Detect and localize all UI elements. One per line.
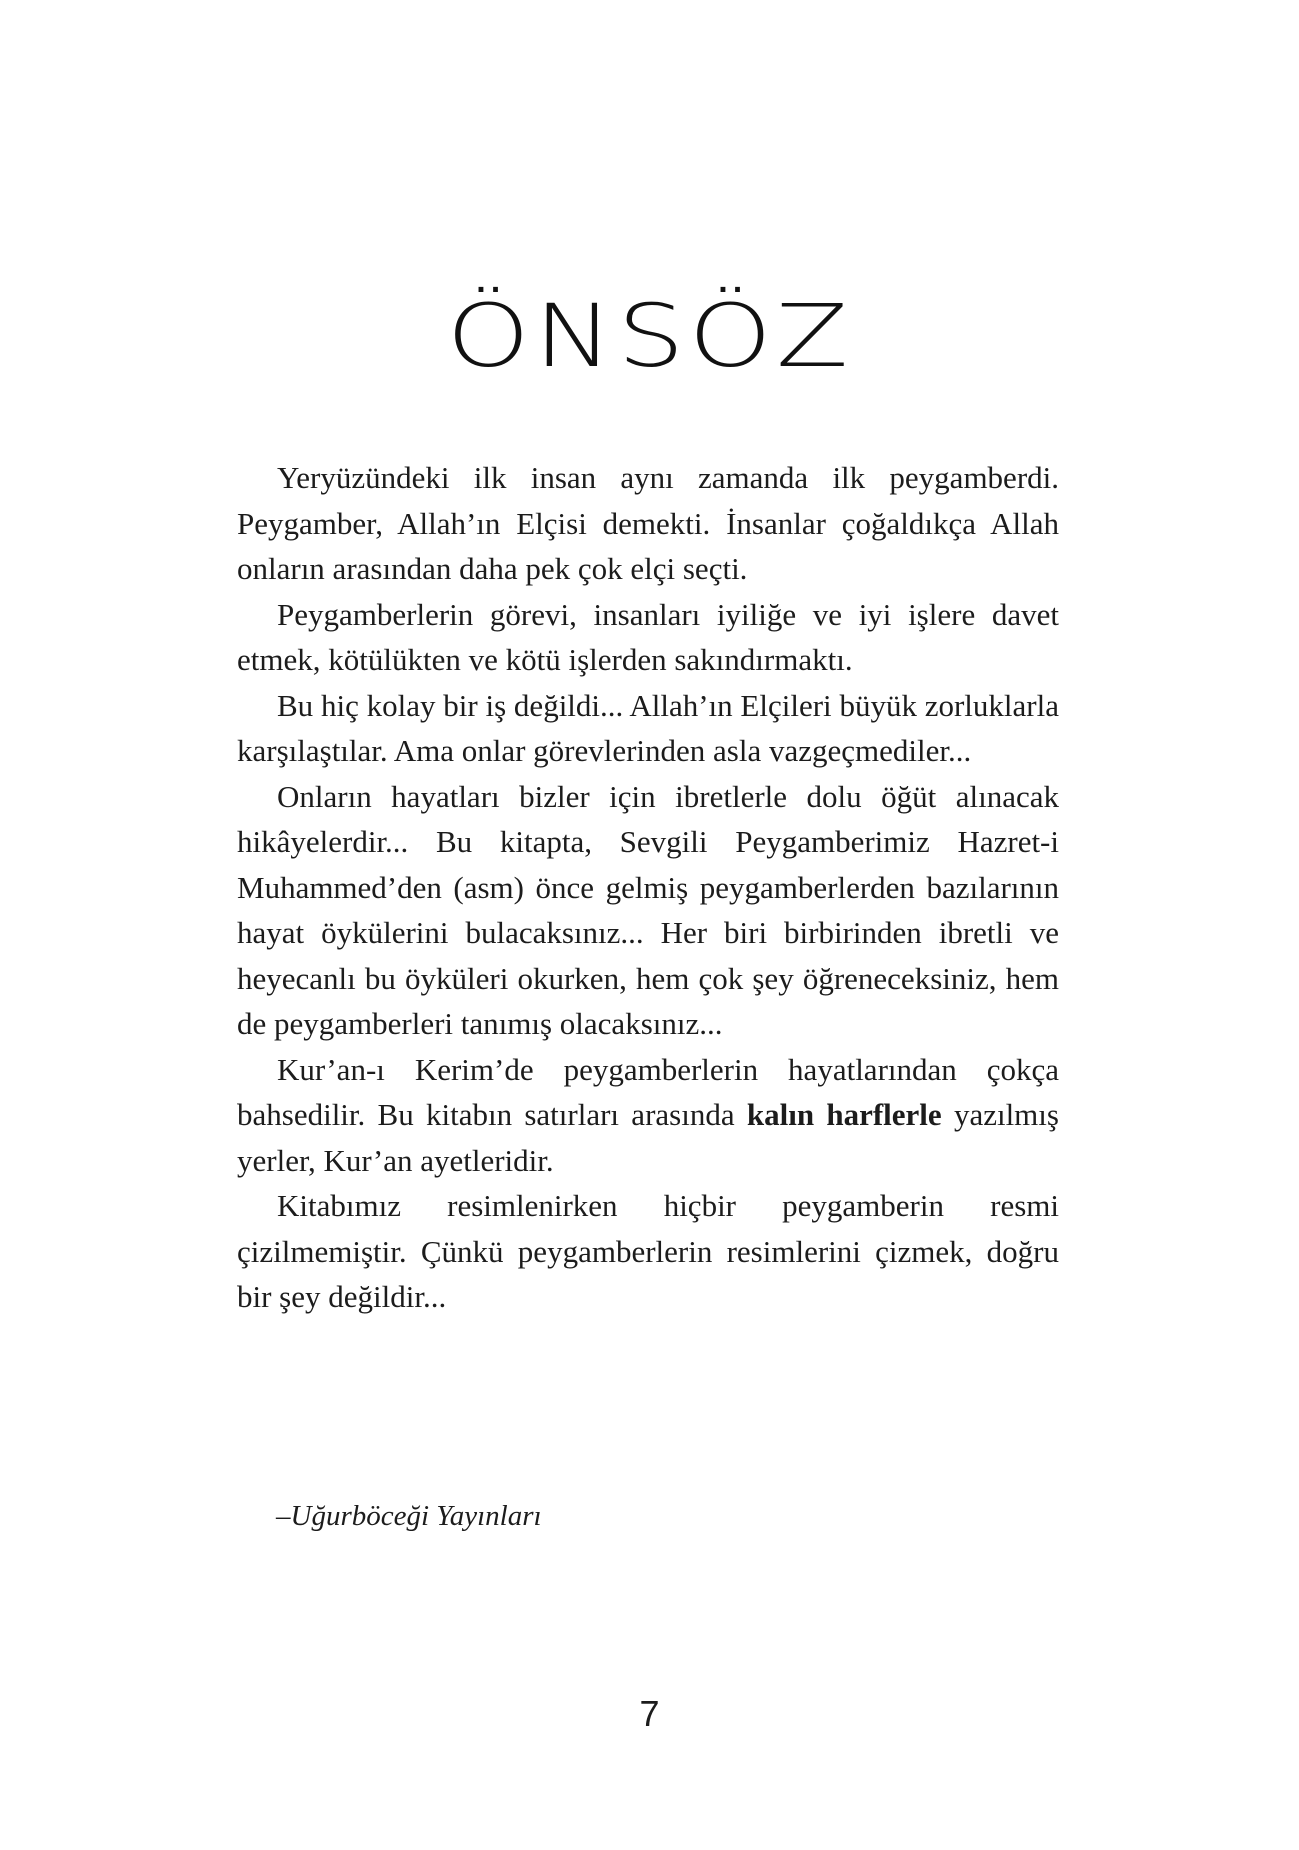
page-number: 7 [639,1693,660,1734]
publisher-signature: –Uğurböceği Yayınları [276,1500,542,1532]
paragraph-5-text-end: yazılmış yerler, Kur’an ayetleridir. [237,1097,1059,1178]
paragraph-5-text-start: Kur’an-ı Kerim’de peygamberlerin hayatlarından çokça bahsedilir. Bu kitabın satırları arasında [237,1051,1059,1132]
paragraph-2: Peygamberlerin görevi, insanları iyiliğe ve iyi işlere davet etmek, kötülükten ve kötü işlerden sakındırmaktı. [237,596,1059,677]
paragraph-6: Kitabımız resimlenirken hiçbir peygamberin resmi çizilmemiştir. Çünkü peygamberlerin resimlerini çizmek, doğru bir şey değildir... [237,1188,1059,1314]
preface-body [237,455,1059,1320]
bold-emphasis-text: kalın harflerle [746,1097,942,1132]
paragraph-4: Onların hayatları bizler için ibretlerle dolu öğüt alınacak hikâyelerdir... Bu kitapta, Sevgili Peygamberimiz Hazret-i Muhammed’den (asm) önce gelmiş peygamberlerden bazılarının hayat öykülerini bulacaksınız... Her biri birbirinden ibretli ve heyecanlı bu öyküleri okurken, hem çok şey öğreneceksiniz, hem de peygamberleri tanımış olacaksınız... [237,778,1059,1041]
paragraph-1: Yeryüzündeki ilk insan aynı zamanda ilk peygamberdi. Peygamber, Allah’ın Elçisi demekti. İnsanlar çoğaldıkça Allah onların arasından daha pek çok elçi seçti. [237,460,1059,586]
paragraph-5 [237,1047,1059,1184]
paragraph-3: Bu hiç kolay bir iş değildi... Allah’ın Elçileri büyük zorluklarla karşılaştılar. Ama onlar görevlerinden asla vazgeçmediler... [237,687,1059,768]
page-title: ÖNSÖZ [446,285,853,387]
